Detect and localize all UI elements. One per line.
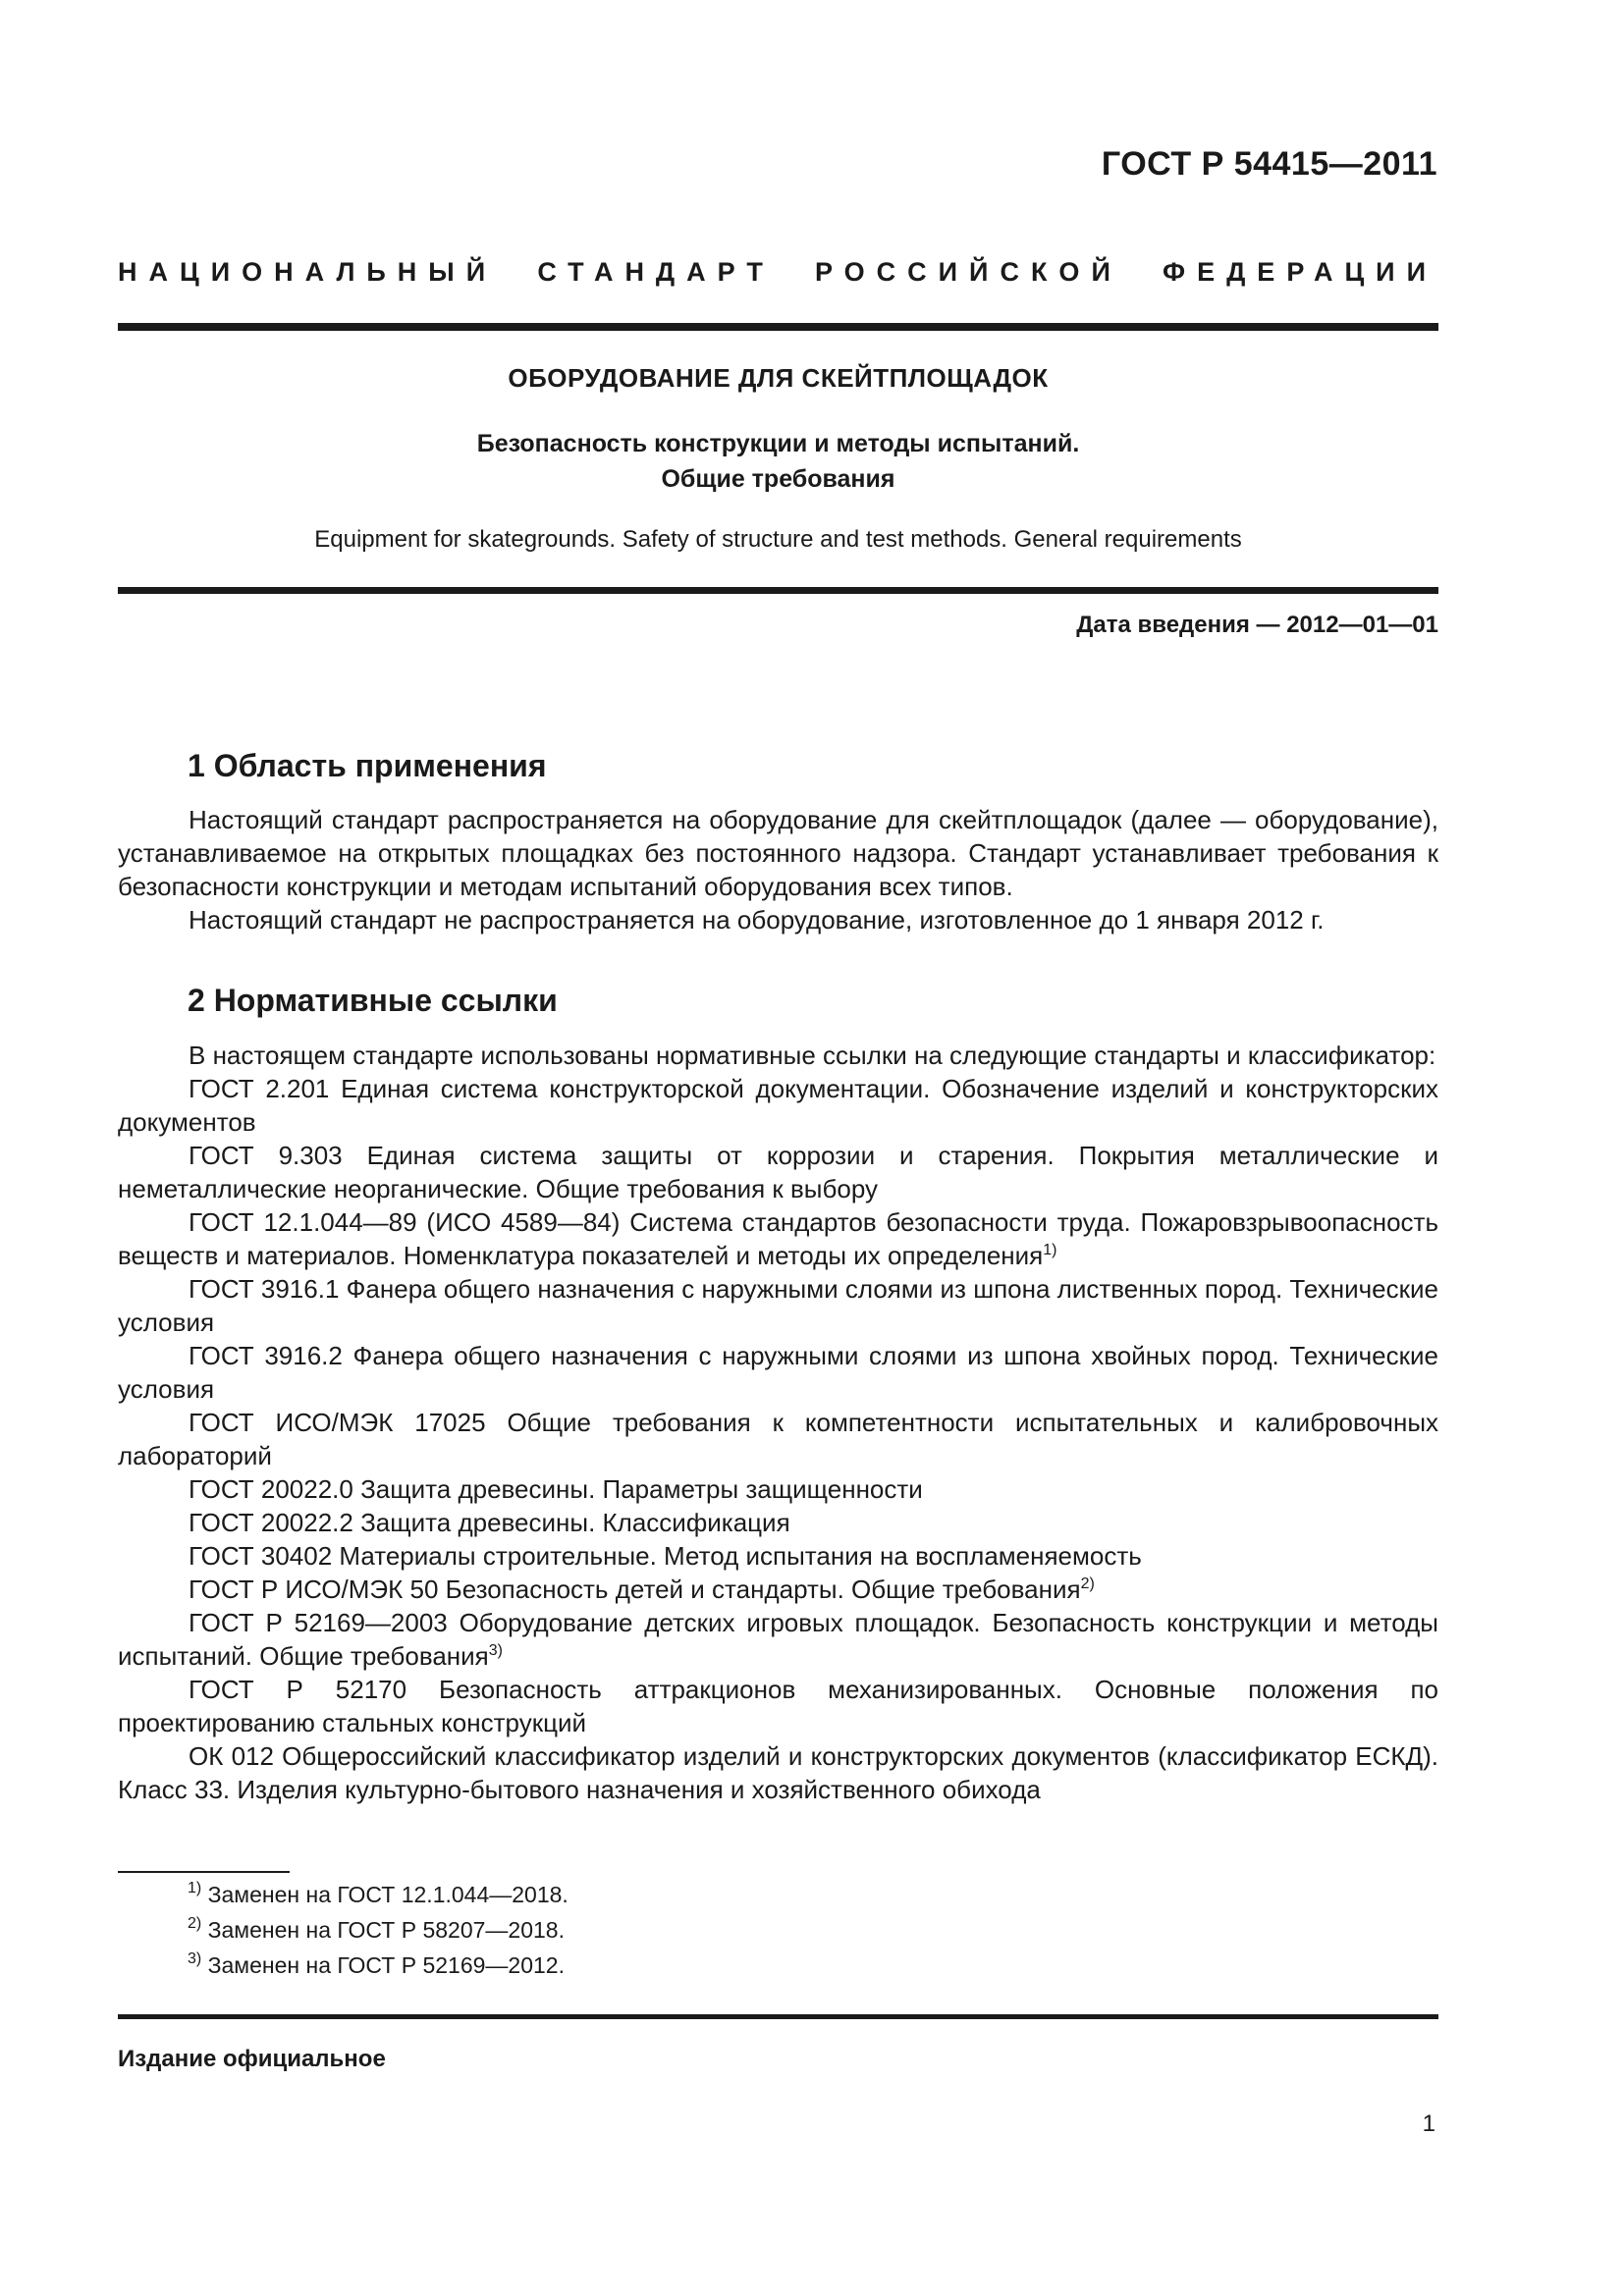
section-2-title: 2 Нормативные ссылки: [188, 983, 558, 1018]
footnote-mark: 1): [1043, 1242, 1057, 1258]
subtitle-line-1: Безопасность конструкции и методы испытаний.: [476, 430, 1080, 457]
section-2-body: [118, 1039, 1438, 1806]
document-subtitle: [118, 426, 1438, 497]
introduction-date: Дата введения — 2012—01—01: [1076, 612, 1438, 638]
reference-item: ГОСТ Р 52169—2003 Оборудование детских игровых площадок. Безопасность конструкции и методы испытаний. Общие требования$^{3)}$: [118, 1608, 1438, 1671]
reference-item: ГОСТ 3916.2 Фанера общего назначения с наружными слоями из шпона хвойных пород. Технические условия: [118, 1341, 1438, 1404]
page-number: 1: [1422, 2110, 1435, 2137]
paragraph: Настоящий стандарт не распространяется на оборудование, изготовленное до 1 января 2012 г.: [189, 905, 1325, 934]
reference-item: ГОСТ 2.201 Единая система конструкторской документации. Обозначение изделий и конструкторских документов: [118, 1074, 1438, 1137]
section-1-body: [118, 803, 1438, 936]
paragraph: В настоящем стандарте использованы нормативные ссылки на следующие стандарты и классификатор:: [189, 1041, 1436, 1070]
reference-item: ГОСТ 9.303 Единая система защиты от коррозии и старения. Покрытия металлические и неметаллические неорганические. Общие требования к выбору: [118, 1141, 1438, 1203]
footnote-mark: 2): [1080, 1575, 1095, 1592]
official-edition-label: Издание официальное: [118, 2046, 386, 2072]
reference-item: ГОСТ 12.1.044—89 (ИСО 4589—84) Система стандартов безопасности труда. Пожаровзрывоопасность веществ и материалов. Номенклатура показателей и методы их определения$^{1)}$: [118, 1207, 1438, 1270]
footnote: $^{3)}$ Заменен на ГОСТ Р 52169—2012.: [188, 1950, 565, 1978]
footnote: $^{2)}$ Заменен на ГОСТ Р 58207—2018.: [188, 1915, 565, 1943]
reference-item: ГОСТ 30402 Материалы строительные. Метод испытания на воспламеняемость: [189, 1541, 1142, 1571]
footnotes: [188, 1877, 568, 1983]
footnote-divider: [118, 1871, 290, 1873]
reference-item: ГОСТ 3916.1 Фанера общего назначения с наружными слоями из шпона лиственных пород. Технические условия: [118, 1274, 1438, 1337]
top-divider: [118, 323, 1438, 331]
footnote: $^{1)}$ Заменен на ГОСТ 12.1.044—2018.: [188, 1880, 568, 1907]
reference-item: ОК 012 Общероссийский классификатор изделий и конструкторских документов (классификатор ЕСКД). Класс 33. Изделия культурно-бытового назначения и хозяйственного обихода: [118, 1741, 1438, 1804]
english-title: Equipment for skategrounds. Safety of structure and test methods. General requirements: [314, 526, 1242, 553]
reference-item: ГОСТ 20022.0 Защита древесины. Параметры защищенности: [189, 1474, 923, 1504]
title-divider: [118, 587, 1438, 594]
reference-item: ГОСТ Р ИСО/МЭК 50 Безопасность детей и стандарты. Общие требования$^{2)}$: [189, 1575, 1095, 1604]
document-code: ГОСТ Р 54415—2011: [1101, 145, 1437, 183]
footnote-mark: 3): [488, 1642, 503, 1659]
bottom-divider: [118, 2014, 1438, 2019]
subtitle-line-2: Общие требования: [661, 465, 895, 493]
reference-item: ГОСТ 20022.2 Защита древесины. Классификация: [189, 1508, 790, 1537]
document-title: ОБОРУДОВАНИЕ ДЛЯ СКЕЙТПЛОЩАДОК: [508, 363, 1049, 393]
reference-item: ГОСТ Р 52170 Безопасность аттракционов механизированных. Основные положения по проектированию стальных конструкций: [118, 1675, 1438, 1737]
paragraph: Настоящий стандарт распространяется на оборудование для скейтплощадок (далее — оборудование), устанавливаемое на открытых площадках без постоянного надзора. Стандарт устанавливает требования к безопасности конструкции и методам испытаний оборудования всех типов.: [118, 805, 1438, 901]
section-1-title: 1 Область применения: [188, 748, 547, 783]
national-standard-line: НАЦИОНАЛЬНЫЙ СТАНДАРТ РОССИЙСКОЙ ФЕДЕРАЦИИ: [118, 257, 1437, 287]
reference-item: ГОСТ ИСО/МЭК 17025 Общие требования к компетентности испытательных и калибровочных лабораторий: [118, 1408, 1438, 1470]
